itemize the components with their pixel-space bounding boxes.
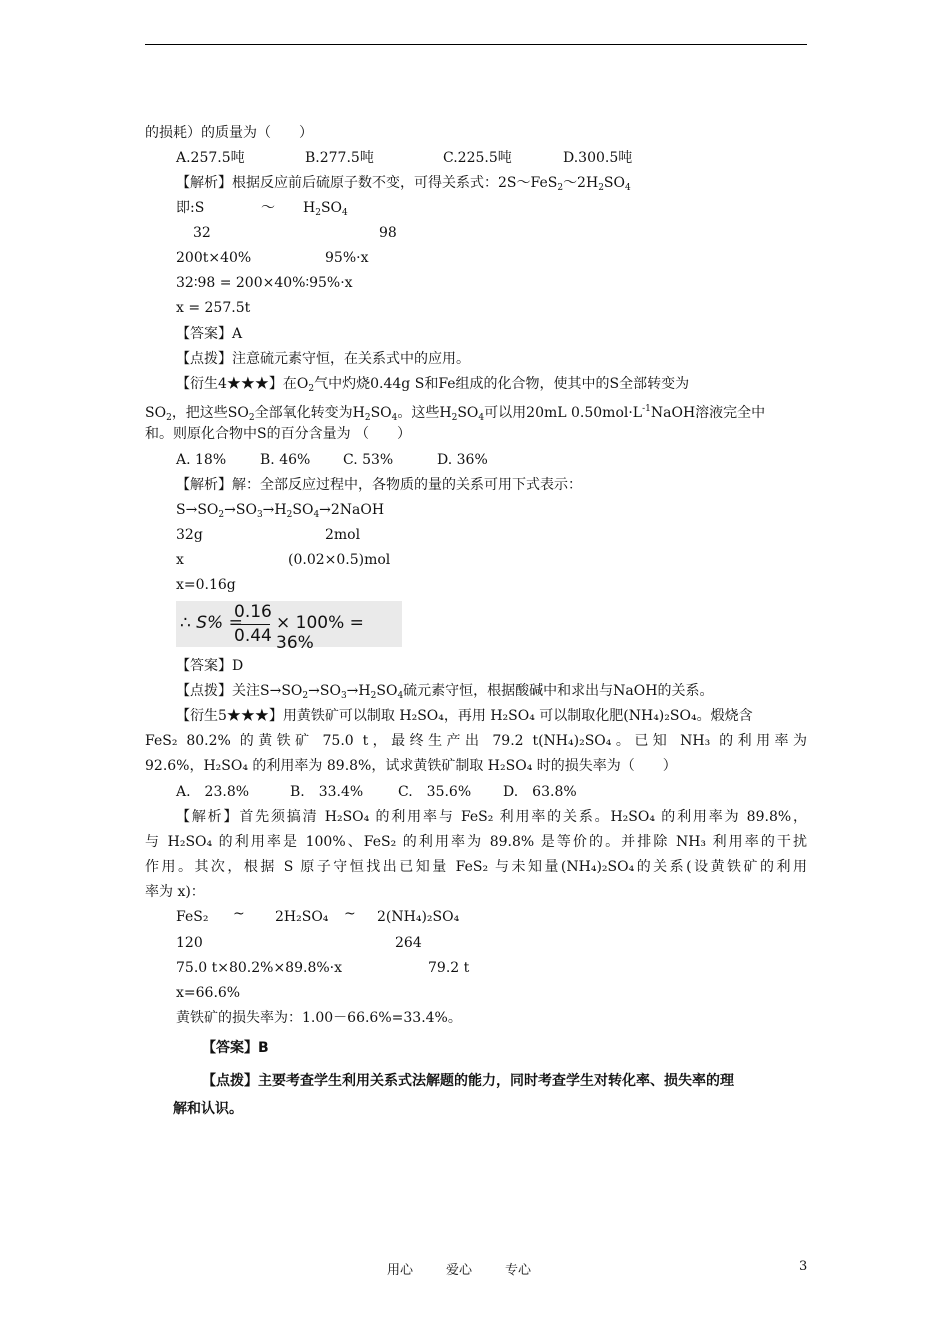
- p5-analysis-line3: 作用。其次，根据 S 原子守恒找出已知量 FeS₂ 与未知量(NH₄)₂SO₄的关系(设黄铁矿的利用: [145, 859, 807, 875]
- p5-quantity-fes2: 75.0 t×80.2%×89.8%·x: [176, 960, 343, 976]
- question-end: 的损耗）的质量为（ ）: [145, 125, 313, 141]
- p5-rel-fes2: FeS₂: [176, 909, 209, 925]
- p5-analysis-line1: 【解析】首先须搞清 H₂SO₄ 的利用率与 FeS₂ 利用率的关系。H₂SO₄ 的利用率为 89.8%，: [176, 809, 807, 825]
- p5-mass-fes2: 120: [176, 935, 203, 951]
- answer-4: 【答案】D: [176, 658, 244, 674]
- tip-5-line1: 【点拨】主要考查学生利用关系式法解题的能力，同时考查学生对转化率、损失率的理: [202, 1073, 734, 1089]
- quantity-h2so4: 95%·x: [325, 250, 369, 266]
- answer-5: 【答案】B: [202, 1040, 269, 1056]
- p5-rel-nh4so4: 2(NH₄)₂SO₄: [377, 909, 460, 925]
- page-number: 3: [799, 1259, 808, 1274]
- p5-option-a: A. 23.8%: [176, 784, 250, 800]
- p5-rel-h2so4: 2H₂SO₄: [275, 909, 329, 925]
- p5-mass-nh4so4: 264: [395, 935, 422, 951]
- p4-mass-s: 32g: [176, 527, 203, 543]
- answer-3: 【答案】A: [176, 326, 243, 342]
- footer-item-2: 爱心: [446, 1263, 473, 1278]
- p5-x-result: x=66.6%: [176, 985, 241, 1001]
- footer-item-3: 专心: [505, 1263, 532, 1278]
- p4-mol-naoh: 2mol: [325, 527, 361, 543]
- p4-option-c: C. 53%: [343, 452, 394, 468]
- option-d: D.300.5吨: [563, 150, 633, 166]
- problem5-head: 【衍生5★★★】: [176, 708, 283, 724]
- header-rule: [145, 44, 807, 45]
- option-c: C.225.5吨: [443, 150, 512, 166]
- result-x: x = 257.5t: [176, 300, 251, 316]
- p4-option-b: B. 46%: [260, 452, 311, 468]
- relation-label: 即:S: [176, 200, 205, 216]
- p5-quantity-nh4so4: 79.2 t: [428, 960, 470, 976]
- relation-tilde: ～: [261, 200, 275, 216]
- p5-loss-rate: 黄铁矿的损失率为：1.00－66.6%=33.4%。: [176, 1010, 462, 1026]
- molar-mass-s: 32: [193, 225, 211, 241]
- p5-option-d: D. 63.8%: [503, 784, 577, 800]
- tip-5-line2: 解和认识。: [173, 1101, 243, 1117]
- option-b: B.277.5吨: [305, 150, 374, 166]
- fraction-bar: [232, 624, 270, 625]
- p4-x-result: x=0.16g: [176, 577, 236, 593]
- problem5-line2: FeS₂ 80.2% 的黄铁矿 75.0 t，最终生产出 79.2 t(NH₄)₂SO₄。已知 NH₃ 的利用率为: [145, 733, 807, 749]
- formula-lhs: ∴ S% =: [180, 613, 243, 633]
- p5-rel-tilde1: ~: [233, 906, 245, 922]
- relation-h2so4: $H_2SO_4$: [303, 200, 348, 218]
- problem4-line2: $SO_2$，把这些$SO_2$全部氧化转变为$H_2SO_4$。这些$H_2SO_4$可以用20mL $0.50mol\cdot L^{-1}NaOH$溶液完全中: [145, 404, 766, 423]
- analysis-line: 【解析】根据反应前后硫原子数不变，可得关系式：$2S\sim FeS_2\sim 2H_2SO_4$: [176, 175, 631, 193]
- p5-option-b: B. 33.4%: [290, 784, 364, 800]
- proportion-equation: 32∶98 = 200×40%∶95%·x: [176, 275, 353, 291]
- formula-rhs: × 100% = 36%: [276, 613, 364, 653]
- p5-analysis-line4: 率为 x)：: [145, 884, 205, 900]
- problem4-head: 【衍生4★★★】: [176, 376, 283, 392]
- p4-option-d: D. 36%: [437, 452, 488, 468]
- quantity-s: 200t×40%: [176, 250, 252, 266]
- option-a: A.257.5吨: [176, 150, 245, 166]
- tip-4: 【点拨】关注$S\to SO_2\to SO_3\to H_2SO_4$硫元素守恒，根据酸碱中和求出与NaOH的关系。: [176, 683, 714, 701]
- p5-analysis-line2: 与 H₂SO₄ 的利用率是 100%、FeS₂ 的利用率为 89.8% 是等价的。并排除 NH₃ 利用率的干扰: [145, 834, 807, 850]
- p5-option-c: C. 35.6%: [398, 784, 472, 800]
- formula-denominator: 0.44: [234, 626, 272, 646]
- formula-numerator: 0.16: [234, 602, 272, 622]
- problem5-line3: 92.6%，H₂SO₄ 的利用率为 89.8%，试求黄铁矿制取 H₂SO₄ 时的损失率为（ ）: [145, 758, 677, 774]
- p5-rel-tilde2: ~: [344, 906, 356, 922]
- tip-3: 【点拨】注意硫元素守恒，在关系式中的应用。: [176, 351, 470, 367]
- p4-analysis: 【解析】解：全部反应过程中，各物质的量的关系可用下式表示：: [176, 477, 582, 493]
- problem4-line1: 【衍生4★★★】在$O_2$气中灼烧0.44g S和Fe组成的化合物，使其中的S全部转变为: [176, 376, 690, 394]
- problem5-line1: 【衍生5★★★】用黄铁矿可以制取 H₂SO₄，再用 H₂SO₄ 可以制取化肥(NH₄)₂SO₄。煅烧含: [176, 708, 753, 724]
- p4-x-label: x: [176, 552, 184, 568]
- problem4-line3: 和。则原化合物中S的百分含量为 （ ）: [145, 426, 412, 442]
- analysis-label: 【解析】: [176, 175, 232, 191]
- p4-x-value: (0.02×0.5)mol: [288, 552, 391, 568]
- molar-mass-h2so4: 98: [379, 225, 397, 241]
- p4-option-a: A. 18%: [176, 452, 227, 468]
- footer-item-1: 用心: [387, 1263, 414, 1278]
- p4-chain: $S\to SO_2\to SO_3\to H_2SO_4\to 2NaOH$: [176, 502, 385, 520]
- percent-formula: [176, 601, 402, 653]
